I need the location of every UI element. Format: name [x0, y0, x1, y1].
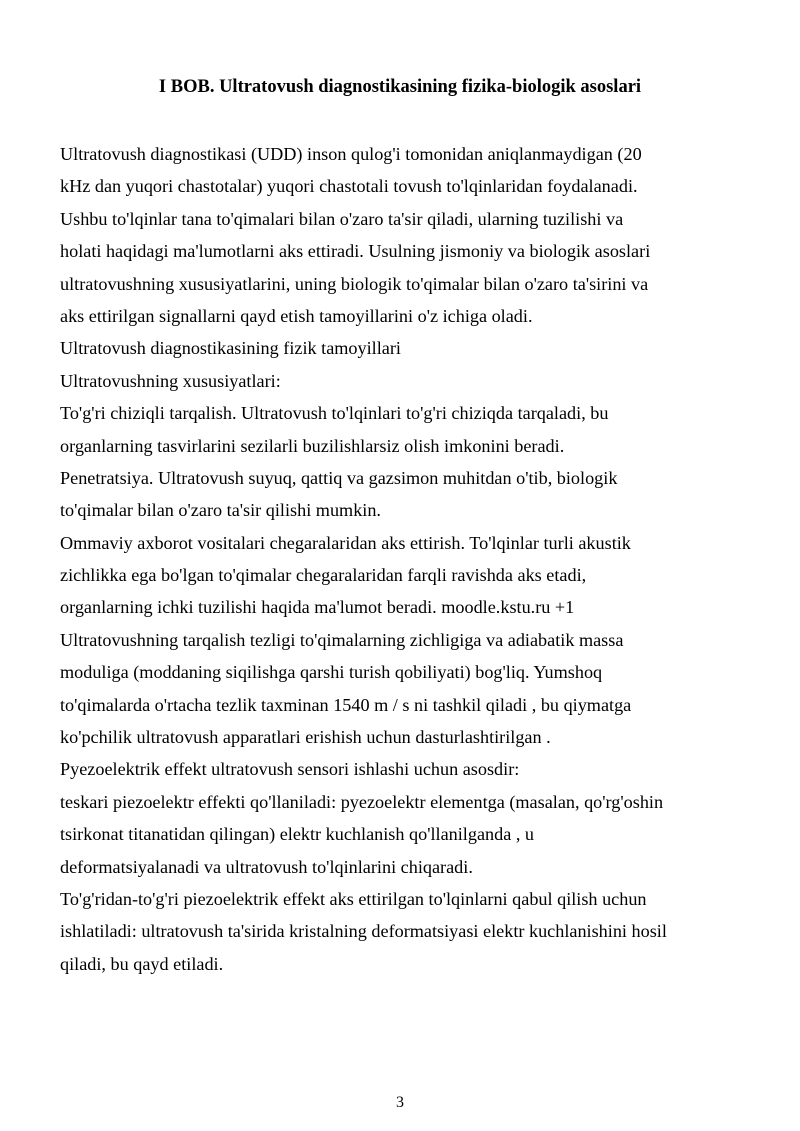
text-line: aks ettirilgan signallarni qayd etish tamoyillarini o'z ichiga oladi. — [60, 305, 533, 326]
text-line: ultratovushning xususiyatlarini, uning biologik to'qimalar bilan o'zaro ta'sirini va — [60, 273, 649, 294]
text-line: ko'pchilik ultratovush apparatlari erishish uchun dasturlashtirilgan . — [60, 727, 551, 748]
text-line: tsirkonat titanatidan qilingan) elektr kuchlanish qo'llanilganda , u — [60, 824, 535, 845]
subsection-heading: Ultratovushning xususiyatlari: — [60, 370, 281, 391]
page-number: 3 — [396, 1094, 404, 1111]
text-line: deformatsiyalanadi va ultratovush to'lqinlarini chiqaradi. — [60, 856, 473, 877]
text-line: To'g'ri chiziqli tarqalish. Ultratovush to'lqinlari to'g'ri chiziqda tarqaladi, bu — [60, 403, 609, 424]
text-line: to'qimalar bilan o'zaro ta'sir qilishi mumkin. — [60, 500, 381, 521]
text-line: teskari piezoelektr effekti qo'llaniladi: pyezoelektr elementga (masalan, qo'rg'oshin — [60, 791, 664, 812]
text-line: to'qimalarda o'rtacha tezlik taxminan 1540 m / s ni tashkil qiladi , bu qiymatga — [60, 694, 632, 715]
text-line: Penetratsiya. Ultratovush suyuq, qattiq va gazsimon muhitdan o'tib, biologik — [60, 467, 618, 488]
text-line: Pyezoelektrik effekt ultratovush sensori ishlashi uchun asosdir: — [60, 759, 520, 780]
text-line: Ultratovushning tarqalish tezligi to'qimalarning zichligiga va adiabatik massa — [60, 629, 624, 650]
body-text — [60, 138, 750, 980]
text-line: Ushbu to'lqinlar tana to'qimalari bilan o'zaro ta'sir qiladi, ularning tuzilishi va — [60, 208, 624, 229]
text-line: zichlikka ega bo'lgan to'qimalar chegaralaridan farqli ravishda aks etadi, — [60, 565, 587, 586]
text-line: holati haqidagi ma'lumotlarni aks ettiradi. Usulning jismoniy va biologik asoslari — [60, 241, 651, 262]
text-line: moduliga (moddaning siqilishga qarshi turish qobiliyati) bog'liq. Yumshoq — [60, 662, 603, 683]
text-line: qiladi, bu qayd etiladi. — [60, 953, 224, 974]
text-line: To'g'ridan-to'g'ri piezoelektrik effekt aks ettirilgan to'lqinlarni qabul qilish uchun — [60, 888, 647, 909]
text-line: Ommaviy axborot vositalari chegaralaridan aks ettirish. To'lqinlar turli akustik — [60, 532, 631, 553]
text-line: ishlatiladi: ultratovush ta'sirida kristalning deformatsiyasi elektr kuchlanishini hosil — [60, 921, 667, 942]
text-line: organlarning tasvirlarini sezilarli buzilishlarsiz olish imkonini beradi. — [60, 435, 565, 456]
text-line: organlarning ichki tuzilishi haqida ma'lumot beradi. moodle.kstu.ru +1 — [60, 597, 575, 618]
chapter-title: I BOB. Ultratovush diagnostikasining fizika-biologik asoslari — [158, 77, 642, 97]
text-line: Ultratovush diagnostikasi (UDD) inson qulog'i tomonidan aniqlanmaydigan (20 — [60, 144, 642, 164]
section-heading: Ultratovush diagnostikasining fizik tamoyillari — [60, 338, 401, 359]
text-line: kHz dan yuqori chastotalar) yuqori chastotali tovush to'lqinlaridan foydalanadi. — [60, 176, 638, 197]
